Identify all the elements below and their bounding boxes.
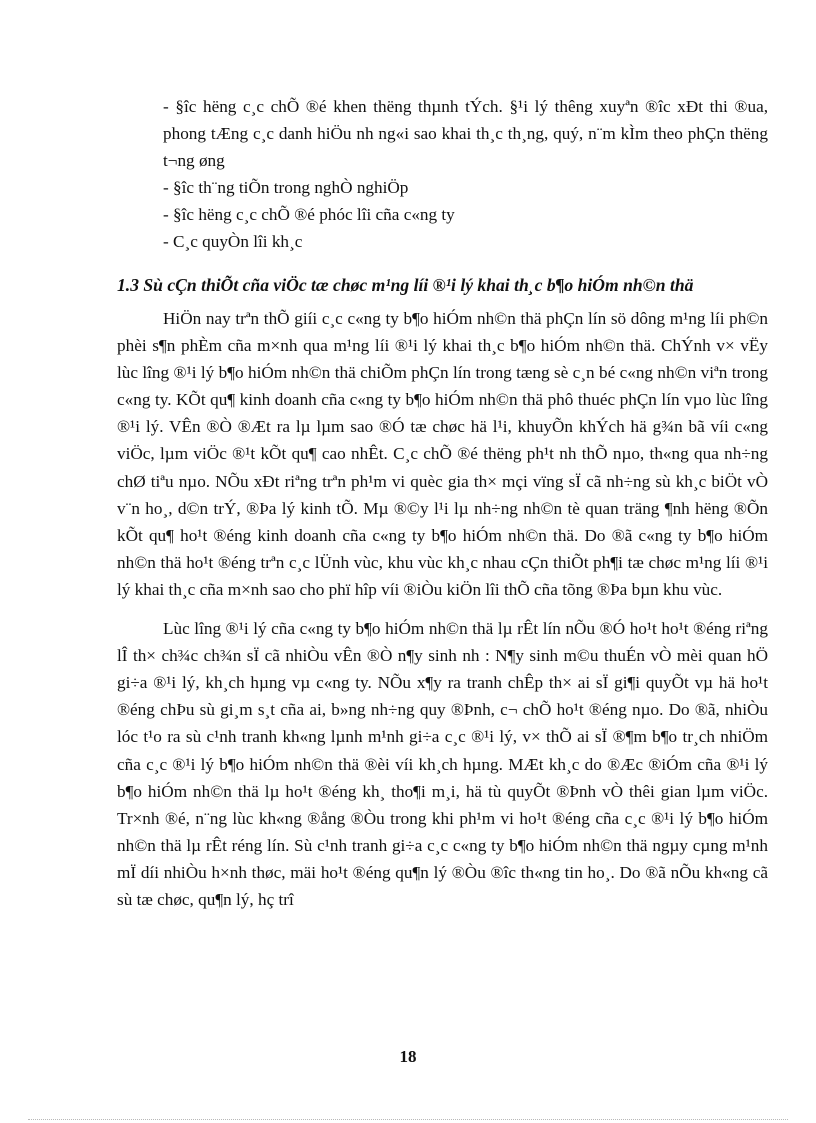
bullet-item: - §îc hëng c¸c chÕ ®é khen thëng thµnh tÝch. §¹i lý thêng xuyªn ®îc xÐt thi ®ua, phong tÆng c¸c danh hiÖu nh ng«i sao khai th¸c th¸ng, quý, n¨m kÌm theo phÇn thëng t¬ng øng — [163, 97, 768, 170]
bullet-item: - C¸c quyÒn lîi kh¸c — [163, 232, 303, 251]
body-paragraph: HiÖn nay trªn thÕ giíi c¸c c«ng ty b¶o hiÓm nh©n thä phÇn lín sö dông m¹ng líi ph©n phèi s¶n phÈm cña m×nh qua m¹ng líi ®¹i lý khai th¸c b¶o hiÓm nh©n thä. ChÝnh v× vËy lùc lîng ®¹i lý b¶o hiÓm nh©n thä chiÕm phÇn lín trong tæng sè c¸n bé c«ng nh©n viªn trong c«ng ty. KÕt qu¶ kinh doanh cña c«ng ty b¶o hiÓm nh©n thä phô thuéc phÇn lín vµo lùc lîng ®¹i lý. VÊn ®Ò ®Æt ra lµ lµm sao ®Ó tæ chøc hä l¹i, khuyÕn khÝch hä g¾n bã víi c«ng viÖc, lµm viÖc ®¹t kÕt qu¶ cao nhÊt. C¸c chÕ ®é thëng ph¹t nh thÕ nµo, th«ng qua nh÷ng chØ tiªu nµo. NÕu xÐt riªng trªn ph¹m vi quèc gia th× mçi vïng sÏ cã nh÷ng sù kh¸c biÖt vÒ v¨n ho¸, d©n trÝ, ®Þa lý kinh tÕ. Mµ ®©y l¹i lµ nh÷ng nh©n tè quan träng ¶nh hëng ®Õn kÕt qu¶ ho¹t ®éng kinh doanh cña c«ng ty b¶o hiÓm nh©n thä. Do ®ã c«ng ty b¶o hiÓm nh©n thä ho¹t ®éng trªn c¸c lÜnh vùc, khu vùc kh¸c nhau cÇn thiÕt ph¶i tæ chøc m¹ng líi ®¹i lý khai th¸c cña m×nh sao cho phï hîp víi ®iÒu kiÖn lîi thÕ cña tõng ®Þa bµn khu vùc. — [117, 309, 768, 599]
bullet-item: - §îc hëng c¸c chÕ ®é phóc lîi cña c«ng ty — [163, 205, 455, 224]
section-heading: 1.3 Sù cÇn thiÕt cña viÖc tæ chøc m¹ng líi ®¹i lý khai th¸c b¶o hiÓm nh©n thä — [117, 275, 694, 295]
page-content — [117, 93, 768, 925]
bullet-item: - §îc th¨ng tiÕn trong nghÒ nghiÖp — [163, 178, 409, 197]
body-paragraph: Lùc lîng ®¹i lý cña c«ng ty b¶o hiÓm nh©n thä lµ rÊt lín nÕu ®Ó ho¹t ho¹t ®éng riªng lÎ th× ch¾c ch¾n sÏ cã nhiÒu vÊn ®Ò n¶y sinh nh : N¶y sinh m©u thuÉn vÒ mèi quan hÖ gi÷a ®¹i lý, kh¸ch hµng vµ c«ng ty. NÕu x¶y ra tranh chÊp th× ai sÏ gi¶i quyÕt vµ hä ho¹t ®éng chÞu sù gi¸m s¸t cña ai, b»ng nh÷ng quy ®Þnh, c¬ chÕ ho¹t ®éng nµo. Do ®ã, nhiÒu lóc t¹o ra sù c¹nh tranh kh«ng lµnh m¹nh gi÷a c¸c ®¹i lý, v× thÕ ai sÏ ®¶m b¶o tr¸ch nhiÖm cña c¸c ®¹i lý b¶o hiÓm nh©n thä ®èi víi kh¸ch hµng. MÆt kh¸c do ®Æc ®iÓm cña ®¹i lý b¶o hiÓm nh©n thä lµ ho¹t ®éng kh¸ tho¶i m¸i, hä tù quyÕt ®Þnh vÒ thêi gian lµm viÖc. Tr×nh ®é, n¨ng lùc kh«ng ®ång ®Òu trong khi ph¹m vi ho¹t ®éng cña c¸c ®¹i lý b¶o hiÓm nh©n thä lµ rÊt réng lín. Sù c¹nh tranh gi÷a c¸c c«ng ty b¶o hiÓm nh©n thä ngµy cµng m¹nh mÏ díi nhiÒu h×nh thøc, mäi ho¹t ®éng qu¶n lý ®Òu ®îc th«ng tin ho¸. Do ®ã nÕu kh«ng cã sù tæ chøc, qu¶n lý, hç trî — [117, 619, 768, 909]
bottom-divider — [28, 1119, 788, 1120]
page-number: 18 — [399, 1047, 417, 1066]
